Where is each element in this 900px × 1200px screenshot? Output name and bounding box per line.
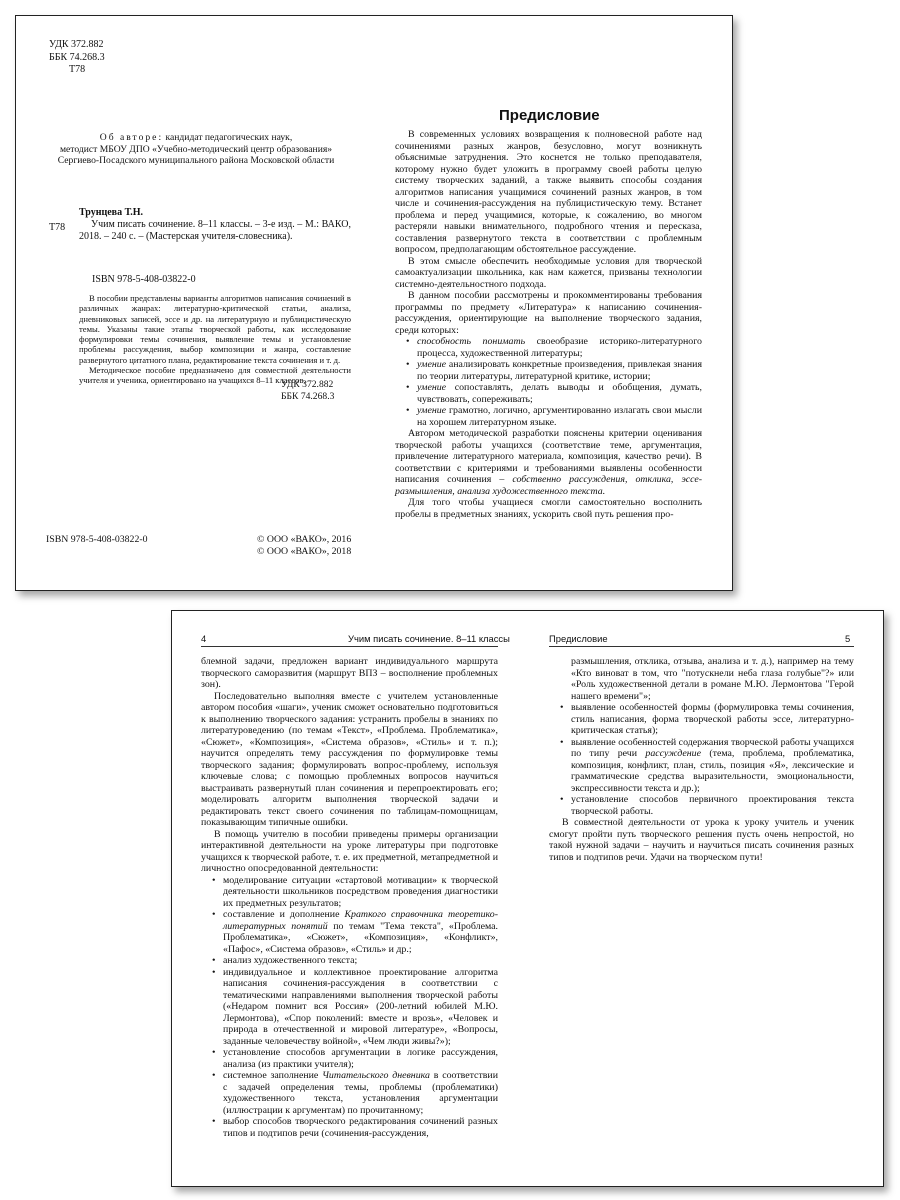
author-sign-line: Т78: [69, 64, 86, 75]
list-item: • индивидуальное и коллективное проектирование алгоритма написания сочинения-рассуждения в соответствии с тематическими направлениями выполнения творческой работы («Недаром помнит вся Россия» (200-летний юбилей М.Ю. Лермонтова), «Спор поколений: вместе и врозь», «Человек и природа в отечественной и мировой литературе», «Вопросы, заданные человечеству войной», «Чем люди живы?»);: [223, 967, 498, 1048]
page-number-right: 5: [845, 633, 851, 644]
about-author-label: Об авторе:: [99, 132, 164, 143]
isbn-bottom: ISBN 978-5-408-03822-0: [46, 534, 148, 545]
udk-line: УДК 372.882: [49, 39, 104, 50]
about-author-line2: методист МБОУ ДПО «Учебно-методический центр образования»: [59, 143, 333, 155]
activities-list-continued: [549, 656, 854, 817]
udk-bottom: [281, 379, 334, 402]
body-paragraph: В помощь учителю в пособии приведены примеры организации интерактивной деятельности на уроке литературы при подготовке учащихся к творческой работе, т. е. их предметной, метапредметной и личностно опосредованной деятельности:: [201, 828, 498, 874]
page-4-column: [201, 656, 498, 1139]
isbn: ISBN 978-5-408-03822-0: [92, 274, 196, 285]
book-description: Учим писать сочинение. 8–11 классы. – 3-е изд. – М.: ВАКО, 2018. – 240 с. – (Мастерская учителя-словесника).: [79, 219, 351, 242]
about-author-line3: Сергиево-Посадского муниципального района Московской области: [57, 155, 335, 166]
header-rule-right: [549, 646, 854, 647]
preface-paragraph: В этом смысле обеспечить необходимые условия для творческой самоактуализации школьника, как нам кажется, призваны технологии системно-деятельностного подхода.: [395, 255, 702, 290]
copyright-line: © ООО «ВАКО», 2016: [257, 534, 352, 545]
preface-column: [395, 129, 702, 520]
header-rule-left: [201, 646, 498, 647]
annotation-paragraph: В пособии представлены варианты алгоритмов написания сочинений в различных жанрах: литературно-критической статьи, анализа, дневниковых записей, эссе и др. на литературную и публицистическую темы. Указаны такие этапы творческой работы, как исследование формулировки темы сочинения, выявление темы и установление проблемы рассуждения, выбор композиции и жанра, составление развернутого цитатного плана, редактирование текста сочинения и т. д.: [79, 293, 351, 365]
activities-list: [201, 875, 498, 1140]
running-head-right: Предисловие: [549, 633, 608, 644]
bbk-line: ББК 74.268.3: [49, 51, 105, 63]
list-item: • установление способов аргументации в логике рассуждения, анализа (из практики учителя);: [223, 1047, 498, 1070]
page-5-column: [549, 656, 854, 863]
list-item: • умение анализировать конкретные произведения, привлекая знания по теории литературы, литературной критике, истории;: [417, 359, 702, 382]
list-item: • умение сопоставлять, делать выводы и обобщения, думать, чувствовать, сопереживать;: [417, 382, 702, 405]
annotation: [79, 293, 351, 386]
preface-paragraph: В современных условиях возвращения к полновесной работе над сочинениями разных жанров, безусловно, могут возникнуть объяснимые затруднения. Это коснется не только преподавателя, которому нужно будет уложить в программу своей работы целую систему творческих заданий, а также выявить способы создания алгоритмов написания учащимися сочинений разных жанров, в том числе и сочинения-рассуждения на публицистическую тему. Встанет проблема и перед учащимися, которые, к сожалению, во многом растеряли навыки внимательного, подробного чтения и пересказа, составления развернутого текста в соответствии с проблемным вопросом, предполагающим обстоятельное рассуждение.: [395, 129, 702, 255]
preface-paragraph: Автором методической разработки пояснены критерии оценивания творческой работы учащихся (соответствие теме, аргументация, привлечение литературного материала, композиция, качество речи). В соответствии с критериями и требованиями выявлены особенности написания сочинения – собственно рассуждения, отклика, эссе-размышления, анализа художественного текста.: [395, 428, 702, 497]
list-item: • анализ художественного текста;: [223, 955, 498, 967]
list-item: • установление способов первичного проектирования текста творческой работы.: [571, 794, 854, 817]
list-item-continued: размышления, отклика, отзыва, анализа и т. д.), например на тему «Кто виноват в том, что "потускнели неба глаза голубые"?» или «Роль художественной детали в романе М.Ю. Лермонтова "Герой нашего времени"»;: [571, 656, 854, 702]
book-spread-pages-4-5: [171, 610, 884, 1187]
copyright: [257, 534, 351, 557]
page-number-left: 4: [201, 633, 207, 644]
about-author: [46, 132, 346, 167]
list-item: • умение грамотно, логично, аргументированно излагать свои мысли на хорошем литературном языке.: [417, 405, 702, 428]
body-paragraph: блемной задачи, предложен вариант индивидуального маршрута творческого саморазвития (маршрут ВПЗ – восполнение проблемных зон).: [201, 656, 498, 690]
author-sign-side: Т78: [49, 222, 66, 233]
list-item: • моделирование ситуации «стартовой мотивации» к творческой деятельности школьников посредством проведения диагностики их предметных результатов;: [223, 875, 498, 910]
about-author-line1: кандидат педагогических наук,: [165, 132, 293, 143]
list-item: • системное заполнение Читательского дневника в соответствии с задачей определения темы, проблемы (проблематики) художественного текста, установления аргументации (иллюстрации к аргументам) по прочитанному;: [223, 1070, 498, 1116]
list-item: • составление и дополнение Краткого справочника теоретико-литературных понятий по темам "Тема текста", «Проблема. Проблематика», «Сюжет», «Композиция», «Конфликт», «Пафос», «Система образов», «Стиль» и др.;: [223, 909, 498, 955]
requirements-list: [395, 336, 702, 428]
preface-title: Предисловие: [499, 107, 600, 124]
udk-block: [49, 39, 105, 77]
preface-paragraph: Для того чтобы учащиеся смогли самостоятельно восполнить пробелы в предметных знаниях, ускорить свой путь решения про-: [395, 497, 702, 520]
bibliographic-record: [79, 207, 351, 243]
list-item: • способность понимать своеобразие историко-литературного процесса, художественной литературы;: [417, 336, 702, 359]
udk-bottom-line: УДК 372.882: [281, 379, 334, 390]
list-item: • выбор способов творческого редактирования сочинений разных типов и подтипов речи (сочинения-рассуждения,: [223, 1116, 498, 1139]
bbk-bottom-line: ББК 74.268.3: [281, 390, 335, 402]
book-author: Трунцева Т.Н.: [79, 207, 144, 218]
book-spread-title-preface: [15, 15, 733, 591]
preface-paragraph: В данном пособии рассмотрены и прокомментированы требования программы по предмету «Литература» к написанию сочинения-рассуждения, ориентирующие на выполнение творческого задания, среди которых:: [395, 290, 702, 336]
annotation-paragraph: Методическое пособие предназначено для совместной деятельности учителя и ученика, ориентировано на учащихся 8–11 классов.: [79, 365, 351, 386]
body-paragraph-final: В совместной деятельности от урока к уроку учитель и ученик смогут пройти путь творческого решения пусть очень непростой, но такой нужной задачи – научить и научиться писать сочинения разных типов и подтипов речи. Удачи на творческом пути!: [549, 817, 854, 863]
copyright-line: © ООО «ВАКО», 2018: [257, 545, 352, 557]
list-item: • выявление особенностей содержания творческой работы учащихся по типу речи рассуждение (тема, проблема, проблематика, композиция, конфликт, план, стиль, позиция «Я», лексические и грамматические средства выразительности, эмоциональности, экспрессивности текста и др.);: [571, 737, 854, 795]
list-item: • выявление особенностей формы (формулировка темы сочинения, стиль написания, форма творческой работы эссе, литературно-критическая статья);: [571, 702, 854, 737]
running-head-left: Учим писать сочинение. 8–11 классы: [348, 633, 510, 644]
body-paragraph: Последовательно выполняя вместе с учителем установленные автором пособия «шаги», ученик сможет основательно подготовиться к выполнению творческого задания: устранить пробелы в знаниях по литературоведению (по темам «Текст», «Проблема. Проблематика», «Сюжет», «Композиция», «Система образов», «Стиль» и т. п.); научится определять тему рассуждения по формулировке темы творческого задания; формулировать вопрос-проблему, используя ключевые слова; с помощью проблемных вопросов научиться выстраивать развернутый план сочинения и перепроектировать его; моделировать алгоритм выполнения творческой задачи и редактировать текст своего сочинения по таблицам-помощницам, показывающим типичные ошибки.: [201, 690, 498, 828]
